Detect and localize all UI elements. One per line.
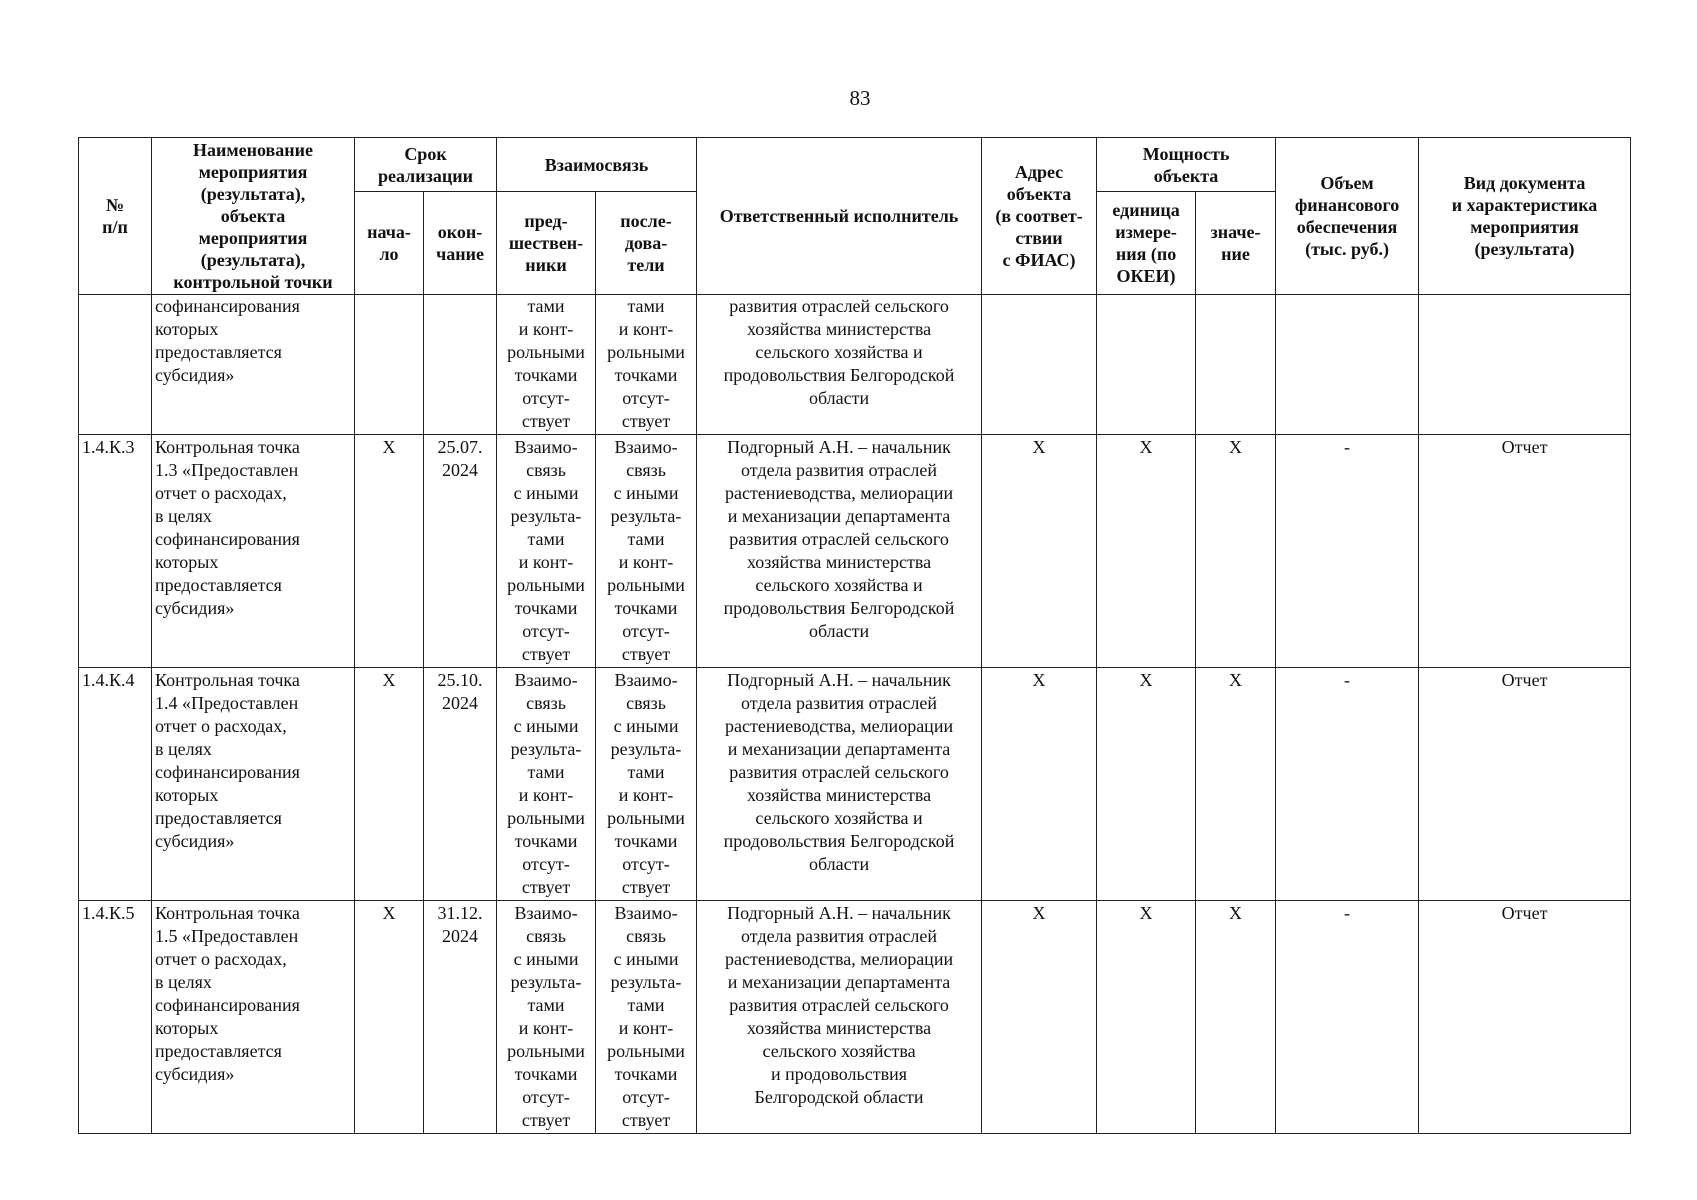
cell-finance: -	[1276, 435, 1419, 668]
table-row	[79, 901, 1631, 1134]
cell-next: Взаимо- связь с иными результа- тами и конт- рольными точками отсут- ствует	[596, 901, 697, 1134]
cell-finance	[1276, 295, 1419, 435]
cell-start: X	[355, 435, 424, 668]
cell-value: X	[1196, 668, 1276, 901]
header-address: Адрес объекта (в соответ- ствии с ФИАС)	[982, 138, 1097, 295]
header-doc-type: Вид документа и характеристика мероприятия (результата)	[1419, 138, 1631, 295]
cell-name: Контрольная точка 1.3 «Предоставлен отчет о расходах, в целях софинансирования которых предоставляется субсидия»	[152, 435, 355, 668]
header-finance: Объем финансового обеспечения (тыс. руб.)	[1276, 138, 1419, 295]
cell-end: 25.10. 2024	[424, 668, 497, 901]
cell-pred: Взаимо- связь с иными результа- тами и конт- рольными точками отсут- ствует	[497, 435, 596, 668]
header-term: Срок реализации	[355, 138, 497, 192]
header-link: Взаимосвязь	[497, 138, 697, 192]
cell-num	[79, 295, 152, 435]
header-term-end: окон- чание	[424, 192, 497, 295]
cell-next: тами и конт- рольными точками отсут- ствует	[596, 295, 697, 435]
table-row	[79, 668, 1631, 901]
header-responsible: Ответственный исполнитель	[697, 138, 982, 295]
page-number: 83	[849, 86, 871, 110]
header-link-next: после- дова- тели	[596, 192, 697, 295]
cell-value: X	[1196, 435, 1276, 668]
header-capacity-value: значе- ние	[1196, 192, 1276, 295]
cell-next: Взаимо- связь с иными результа- тами и конт- рольными точками отсут- ствует	[596, 435, 697, 668]
cell-responsible: Подгорный А.Н. – начальник отдела развития отраслей растениеводства, мелиорации и механизации департамента развития отраслей сельского хозяйства министерства сельского хозяйства и продовольствия Белгородской области	[697, 901, 982, 1134]
cell-doc: Отчет	[1419, 901, 1631, 1134]
cell-address	[982, 295, 1097, 435]
header-name: Наименование мероприятия (результата), объекта мероприятия (результата), контрольной точки	[152, 138, 355, 295]
cell-end: 31.12. 2024	[424, 901, 497, 1134]
cell-name: Контрольная точка 1.5 «Предоставлен отчет о расходах, в целях софинансирования которых предоставляется субсидия»	[152, 901, 355, 1134]
cell-value	[1196, 295, 1276, 435]
plan-table	[78, 137, 1631, 1134]
cell-num: 1.4.К.4	[79, 668, 152, 901]
cell-num: 1.4.К.5	[79, 901, 152, 1134]
header-term-start: нача- ло	[355, 192, 424, 295]
table-header	[79, 138, 1631, 295]
cell-start: X	[355, 901, 424, 1134]
cell-end: 25.07. 2024	[424, 435, 497, 668]
cell-unit: X	[1097, 901, 1196, 1134]
cell-pred: тами и конт- рольными точками отсут- ствует	[497, 295, 596, 435]
header-link-pred: пред- шествен- ники	[497, 192, 596, 295]
cell-value: X	[1196, 901, 1276, 1134]
header-num: № п/п	[79, 138, 152, 295]
table-row-continuation	[79, 295, 1631, 435]
cell-responsible: Подгорный А.Н. – начальник отдела развития отраслей растениеводства, мелиорации и механизации департамента развития отраслей сельского хозяйства министерства сельского хозяйства и продовольствия Белгородской области	[697, 435, 982, 668]
cell-end	[424, 295, 497, 435]
cell-responsible: Подгорный А.Н. – начальник отдела развития отраслей растениеводства, мелиорации и механизации департамента развития отраслей сельского хозяйства министерства сельского хозяйства и продовольствия Белгородской области	[697, 668, 982, 901]
cell-unit	[1097, 295, 1196, 435]
cell-name: Контрольная точка 1.4 «Предоставлен отчет о расходах, в целях софинансирования которых предоставляется субсидия»	[152, 668, 355, 901]
table-row	[79, 435, 1631, 668]
cell-doc: Отчет	[1419, 435, 1631, 668]
cell-responsible: развития отраслей сельского хозяйства министерства сельского хозяйства и продовольствия Белгородской области	[697, 295, 982, 435]
cell-unit: X	[1097, 668, 1196, 901]
cell-start: X	[355, 668, 424, 901]
cell-address: X	[982, 901, 1097, 1134]
cell-name: софинансирования которых предоставляется субсидия»	[152, 295, 355, 435]
cell-finance: -	[1276, 668, 1419, 901]
cell-pred: Взаимо- связь с иными результа- тами и конт- рольными точками отсут- ствует	[497, 901, 596, 1134]
cell-address: X	[982, 435, 1097, 668]
cell-start	[355, 295, 424, 435]
header-capacity: Мощность объекта	[1097, 138, 1276, 192]
cell-num: 1.4.К.3	[79, 435, 152, 668]
cell-finance: -	[1276, 901, 1419, 1134]
header-capacity-unit: единица измере- ния (по ОКЕИ)	[1097, 192, 1196, 295]
cell-unit: X	[1097, 435, 1196, 668]
cell-next: Взаимо- связь с иными результа- тами и конт- рольными точками отсут- ствует	[596, 668, 697, 901]
cell-doc	[1419, 295, 1631, 435]
cell-pred: Взаимо- связь с иными результа- тами и конт- рольными точками отсут- ствует	[497, 668, 596, 901]
cell-doc: Отчет	[1419, 668, 1631, 901]
cell-address: X	[982, 668, 1097, 901]
